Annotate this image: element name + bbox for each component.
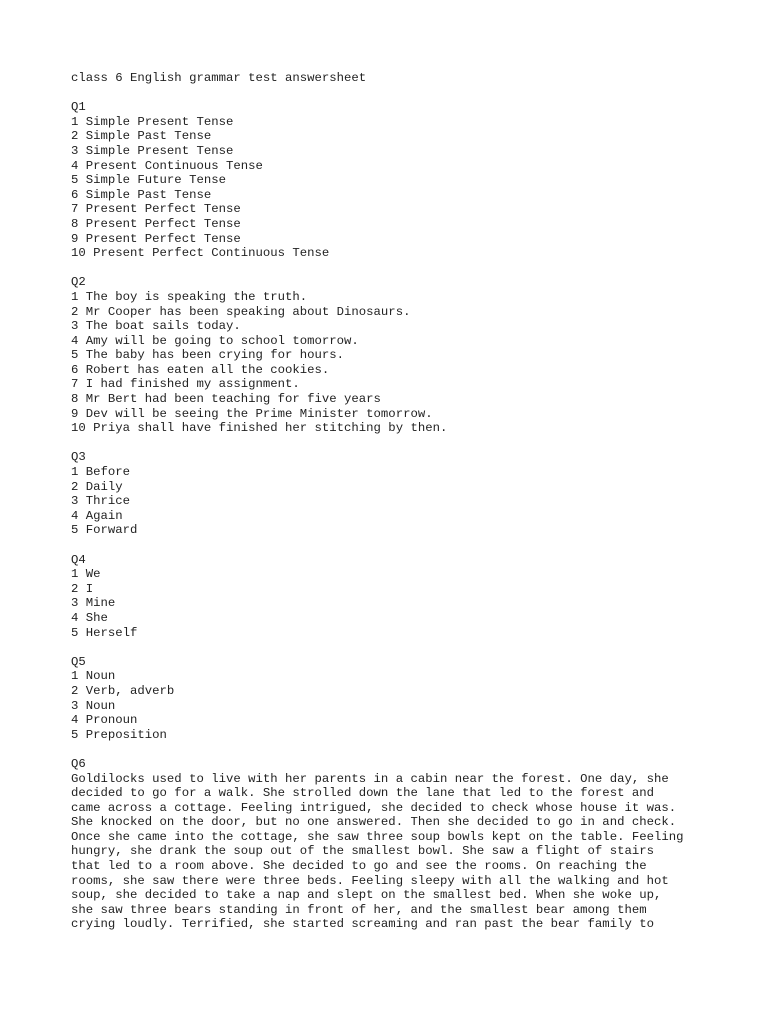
answer-line: 3 Mine: [71, 596, 116, 611]
section-heading: Q2: [71, 275, 86, 290]
section-q5: [71, 655, 721, 743]
answer-line: 9 Present Perfect Tense: [71, 231, 241, 246]
answer-line: 3 The boat sails today.: [71, 319, 241, 334]
paragraph-line: Once she came into the cottage, she saw three soup bowls kept on the table. Feeling: [71, 829, 684, 844]
answer-line: 4 She: [71, 610, 108, 625]
section-q4: [71, 553, 721, 641]
answer-line: 2 Daily: [71, 479, 123, 494]
section-heading: Q5: [71, 654, 86, 669]
paragraph-line: soup, she decided to take a nap and slept on the smallest bed. When she woke up,: [71, 888, 662, 903]
answer-line: 7 Present Perfect Tense: [71, 202, 241, 217]
answer-line: 8 Present Perfect Tense: [71, 216, 241, 231]
spacer: [71, 742, 721, 757]
answer-line: 5 The baby has been crying for hours.: [71, 348, 345, 363]
answer-line: 4 Again: [71, 508, 123, 523]
section-heading: Q1: [71, 100, 86, 115]
answer-line: 4 Amy will be going to school tomorrow.: [71, 333, 359, 348]
answer-line: 5 Forward: [71, 523, 138, 538]
section-heading: Q4: [71, 552, 86, 567]
spacer: [71, 261, 721, 276]
answer-line: 9 Dev will be seeing the Prime Minister tomorrow.: [71, 406, 433, 421]
paragraph-line: decided to go for a walk. She strolled down the lane that led to the forest and: [71, 786, 654, 801]
spacer: [71, 86, 721, 101]
section-q3: [71, 450, 721, 538]
answer-line: 1 Simple Present Tense: [71, 114, 234, 129]
spacer: [71, 640, 721, 655]
answer-line: 8 Mr Bert had been teaching for five years: [71, 392, 381, 407]
paragraph-line: rooms, she saw there were three beds. Feeling sleepy with all the walking and hot: [71, 873, 669, 888]
answersheet-page: [71, 71, 721, 932]
paragraph-line: She knocked on the door, but no one answered. Then she decided to go in and check.: [71, 815, 677, 830]
paragraph-line: came across a cottage. Feeling intrigued, she decided to check whose house it was.: [71, 800, 677, 815]
section-q2: [71, 275, 721, 436]
answer-line: 6 Robert has eaten all the cookies.: [71, 362, 330, 377]
paragraph-line: she saw three bears standing in front of her, and the smallest bear among them: [71, 902, 647, 917]
answer-line: 1 Noun: [71, 669, 116, 684]
answer-line: 1 The boy is speaking the truth.: [71, 289, 308, 304]
paragraph-line: crying loudly. Terrified, she started screaming and ran past the bear family to: [71, 917, 654, 932]
answer-line: 2 I: [71, 581, 94, 596]
section-heading: Q6: [71, 756, 86, 771]
section-q1: [71, 100, 721, 261]
answer-line: 7 I had finished my assignment.: [71, 377, 300, 392]
answer-line: 4 Pronoun: [71, 713, 138, 728]
paragraph-line: that led to a room above. She decided to go and see the rooms. On reaching the: [71, 859, 647, 874]
answer-line: 2 Mr Cooper has been speaking about Dinosaurs.: [71, 304, 411, 319]
document-title: class 6 English grammar test answersheet: [71, 71, 367, 85]
answer-line: 2 Simple Past Tense: [71, 129, 212, 144]
answer-line: 4 Present Continuous Tense: [71, 158, 263, 173]
spacer: [71, 436, 721, 451]
answer-line: 10 Present Perfect Continuous Tense: [71, 246, 330, 261]
answer-line: 3 Simple Present Tense: [71, 143, 234, 158]
answer-line: 5 Preposition: [71, 727, 167, 742]
section-q6: [71, 757, 721, 932]
section-heading: Q3: [71, 450, 86, 465]
answer-line: 3 Thrice: [71, 494, 131, 509]
answer-line: 10 Priya shall have finished her stitching by then.: [71, 421, 448, 436]
answer-line: 3 Noun: [71, 698, 116, 713]
answer-line: 6 Simple Past Tense: [71, 187, 212, 202]
answer-line: 2 Verb, adverb: [71, 683, 175, 698]
paragraph-line: hungry, she drank the soup out of the smallest bowl. She saw a flight of stairs: [71, 844, 654, 859]
answer-line: 1 Before: [71, 465, 131, 480]
answer-line: 5 Simple Future Tense: [71, 173, 226, 188]
answer-line: 1 We: [71, 567, 101, 582]
answer-line: 5 Herself: [71, 625, 138, 640]
paragraph-line: Goldilocks used to live with her parents in a cabin near the forest. One day, she: [71, 771, 669, 786]
spacer: [71, 538, 721, 553]
